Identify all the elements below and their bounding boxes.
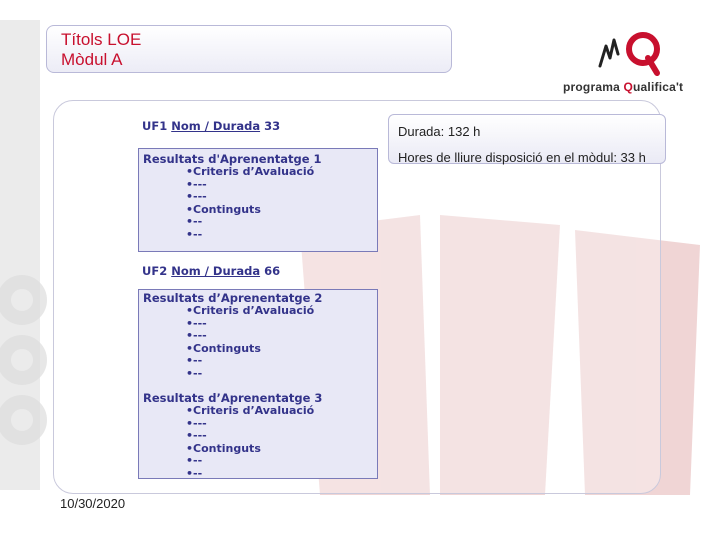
uf2-heading: UF2 Nom / Durada 66 xyxy=(142,264,281,278)
uf2-name-link: Nom / Durada xyxy=(171,264,261,278)
ra2-item: •-- xyxy=(186,366,203,380)
ra1-item: •--- xyxy=(186,177,207,191)
logo-label: programa Qualifica't xyxy=(563,80,684,94)
ra1-box xyxy=(138,148,378,252)
ra2-item: •--- xyxy=(186,316,207,330)
ra1-title: Resultats d'Aprenentatge 1 xyxy=(143,152,322,166)
ra3-title: Resultats d’Aprenentatge 3 xyxy=(143,391,323,405)
ra1-item: •-- xyxy=(186,215,203,228)
slide-subtitle: Mòdul A xyxy=(61,50,123,69)
ra3-item: •--- xyxy=(186,429,207,442)
ra1-item: •Continguts xyxy=(186,202,261,216)
module-info-box xyxy=(388,114,666,164)
ra2-item: •Criteris d’Avaluació xyxy=(186,304,315,317)
slide-title: Títols LOE xyxy=(61,30,142,49)
ra3-item: •--- xyxy=(186,416,207,430)
uf1-heading: UF1 Nom / Durada 33 xyxy=(142,119,281,133)
ra1-item: •-- xyxy=(186,227,203,241)
duration-text: Durada: 132 h xyxy=(398,124,481,139)
ra1-item: •--- xyxy=(186,190,207,203)
ra2-item: •Continguts xyxy=(186,341,261,355)
ra2-item: •--- xyxy=(186,329,207,342)
ra3-item: •Criteris d’Avaluació xyxy=(186,404,315,417)
slide-date: 10/30/2020 xyxy=(60,496,126,511)
free-hours-text: Hores de lliure disposició en el mòdul: 33 h xyxy=(398,150,646,165)
ra2-title: Resultats d’Aprenentatge 2 xyxy=(143,291,323,305)
slide-title-box xyxy=(46,25,452,73)
ra3-item: •-- xyxy=(186,454,203,467)
uf1-name-link: Nom / Durada xyxy=(171,119,261,133)
ra1-item: •Criteris d’Avaluació xyxy=(186,165,315,178)
ra2-item: •-- xyxy=(186,354,203,367)
ra3-item: •Continguts xyxy=(186,441,261,455)
ra3-item: •-- xyxy=(186,466,203,480)
ra2-ra3-box xyxy=(138,289,378,479)
